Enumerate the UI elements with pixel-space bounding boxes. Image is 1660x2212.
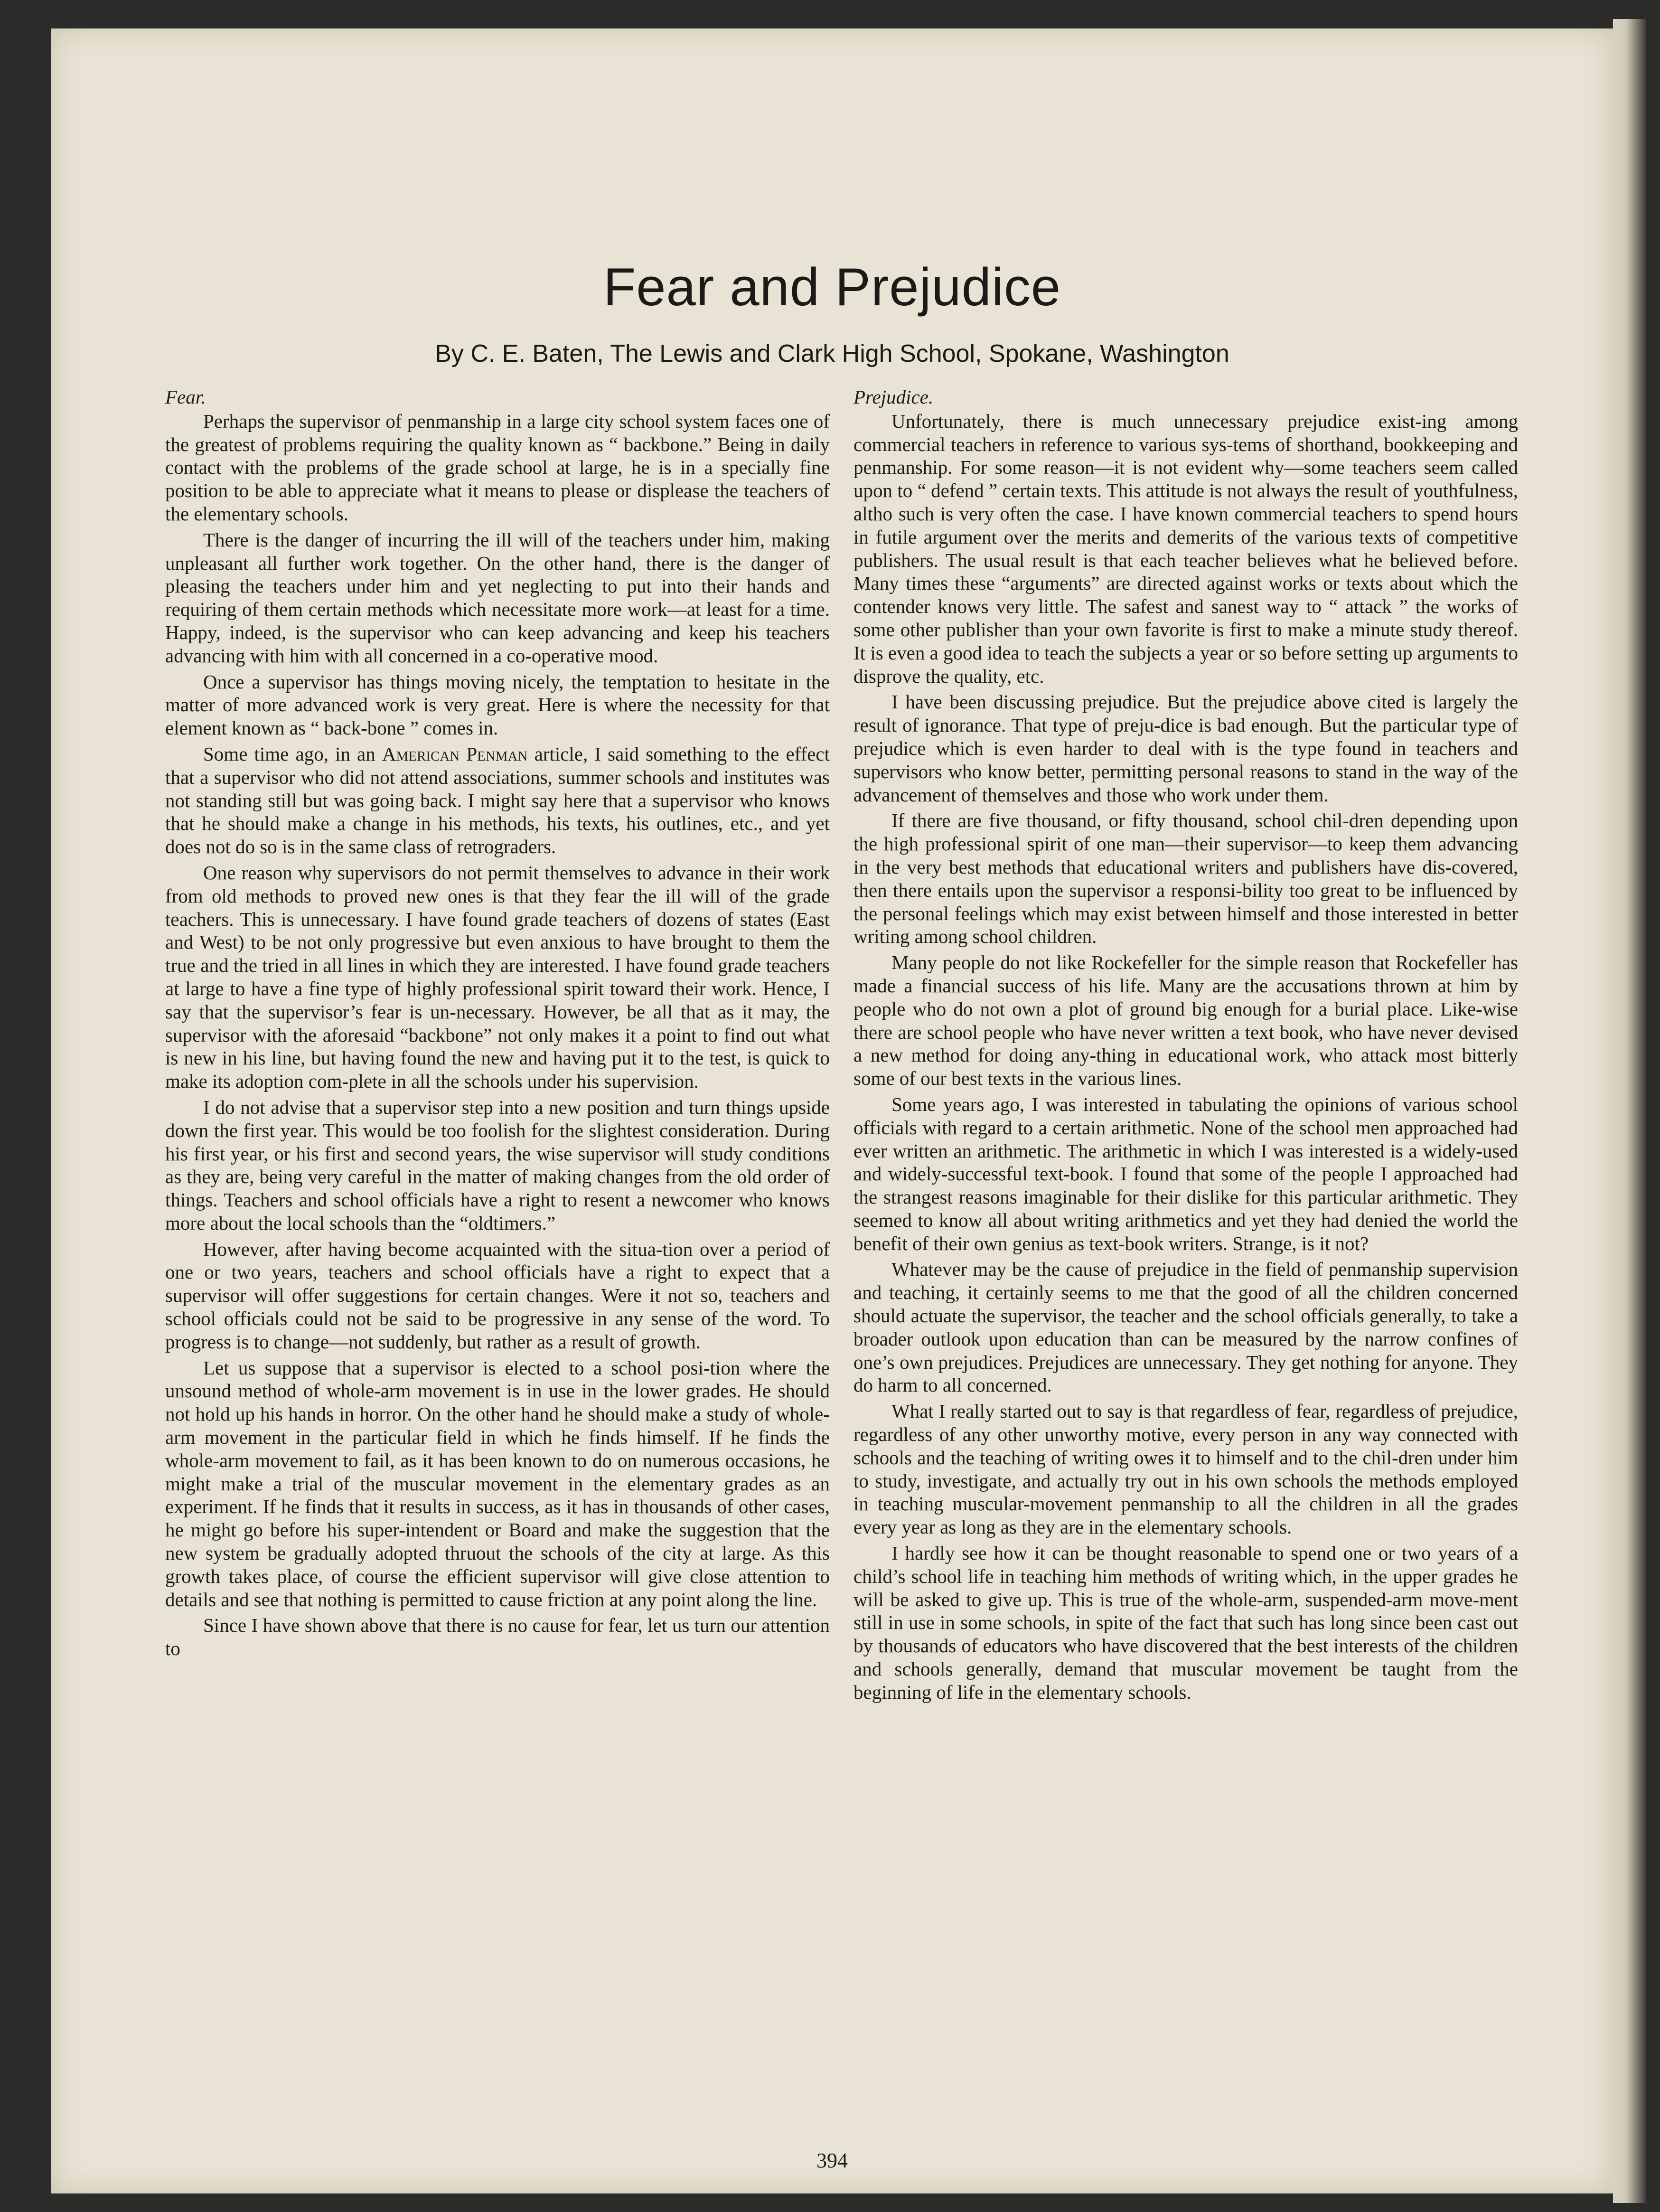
paragraph: One reason why supervisors do not permit themselves to advance in their work from old methods to proved new ones is that they fear the ill will of the grade teachers. This is unnecessary. I have found grade teachers of dozens of states (East and West) to be not only progressive but even anxious to have brought to them the true and the tried in all lines in which they are interested. I have found grade teachers at large to have a fine type of highly professional spirit toward their work. Hence, I say that the supervisor’s fear is un-necessary. However, be all that as it may, the supervisor with the aforesaid “backbone” not only makes it a point to find out what is new in his line, but having found the new and having put it to the test, is quick to make its adoption com-plete in all the schools under his supervision. [165, 861, 830, 1092]
paragraph: However, after having become acquainted with the situa-tion over a period of one or two years, teachers and school officials have a right to expect that a supervisor will offer suggestions for certain changes. Were it not so, teachers and school officials could not be said to be progressive in any sense of the word. To progress is to change—not suddenly, but rather as a result of growth. [165, 1238, 830, 1353]
page-number: 394 [816, 2149, 848, 2172]
paragraph: If there are five thousand, or fifty thousand, school chil-dren depending upon the high professional spirit of one man—their supervisor—to keep them advancing in the very best methods that educational writers and publishers have dis-covered, then there entails upon the supervisor a responsi-bility too great to be influenced by the personal feelings which may exist between himself and those interested in better writing among school children. [853, 809, 1518, 948]
paragraph-text: Some time ago, in an [203, 743, 382, 765]
paragraph: I do not advise that a supervisor step into a new position and turn things upside down the first year. This would be too foolish for the slightest consideration. During his first year, or his first and second years, the wise supervisor will study conditions as they are, being very careful in the matter of making changes from the old order of things. Teachers and school officials have a right to resent a newcomer who knows more about the local schools than the “oldtimers.” [165, 1096, 830, 1234]
paragraph: Let us suppose that a supervisor is elected to a school posi-tion where the unsound method of whole-arm movement is in use in the lower grades. He should not hold up his hands in horror. On the other hand he should make a study of whole-arm movement in the particular field in which he finds himself. If he finds the whole-arm movement to fail, as it has been known to do on numerous occasions, he might make a trial of the muscular movement in the elementary grades as an experiment. If he finds that it results in success, as it has in thousands of other cases, he might go before his super-intendent or Board and make the suggestion that the new system be gradually adopted thruout the schools of the city at large. As this growth takes place, of course the efficient supervisor will give close attention to details and see that nothing is permitted to cause friction at any point along the line. [165, 1356, 830, 1610]
article-byline: By C. E. Baten, The Lewis and Clark High School, Spokane, Washington [435, 340, 1229, 367]
paragraph: Unfortunately, there is much unnecessary prejudice exist-ing among commercial teachers in reference to various sys-tems of shorthand, bookkeeping and penmanship. For some reason—it is not evident why—some teachers seem called upon to “ defend ” certain texts. This attitude is not always the result of youthfulness, altho such is very often the case. I have known commercial teachers to spend hours in futile argument over the merits and demerits of the various texts of competitive publishers. The usual result is that each teacher believes what he believed before. Many times these “arguments” are directed against works or texts about which the contender knows very little. The safest and sanest way to “ attack ” the works of some other publisher than your own favorite is first to make a minute study thereof. It is even a good idea to teach the subjects a year or so before setting up arguments to disprove the quality, etc. [853, 410, 1518, 687]
paragraph: Since I have shown above that there is no cause for fear, let us turn our attention to [165, 1614, 830, 1660]
paragraph: Whatever may be the cause of prejudice in the field of penmanship supervision and teaching, it certainly seems to me that the good of all the children concerned should actuate the supervisor, the teacher and the school officials generally, to take a broader outlook upon education than can be measured by the narrow confines of one’s own prejudices. Prejudices are unnecessary. They get nothing for anyone. They do harm to all concerned. [853, 1258, 1518, 1396]
paragraph-text: article, I said something to the effect that a supervisor who did not attend associations, summer schools and institutes was not standing still but was going back. I might say here that a supervisor who knows that he should make a change in his methods, his texts, his outlines, etc., and yet does not do so is in the same class of retrograders. [165, 743, 830, 858]
paragraph: Perhaps the supervisor of penmanship in a large city school system faces one of the greatest of problems requiring the quality known as “ backbone.” Being in daily contact with the problems of the grade school at large, he is in a specially fine position to be able to appreciate what it means to please or displease the teachers of the elementary schools. [165, 410, 830, 525]
paragraph: There is the danger of incurring the ill will of the teachers under him, making unpleasant all further work together. On the other hand, there is the danger of pleasing the teachers under him and yet neglecting to put into their hands and requiring of them certain methods which necessitate more work—at least for a time. Happy, indeed, is the supervisor who can keep advancing and keep his teachers advancing with him with all concerned in a co-operative mood. [165, 528, 830, 667]
magazine-name: American Penman [382, 743, 528, 765]
paragraph [165, 743, 830, 858]
paragraph: Some years ago, I was interested in tabulating the opinions of various school officials with regard to a certain arithmetic. None of the school men approached had ever written an arithmetic. The arithmetic in which I was interested is a widely-used and widely-successful text-book. I found that some of the people I approached had the strangest reasons imaginable for their dislike for this particular arithmetic. They seemed to know all about writing arithmetics and yet they had denied the world the benefit of their own genius as text-book writers. Strange, is it not? [853, 1093, 1518, 1254]
section-heading-fear: Fear. [165, 386, 206, 408]
paragraph: I have been discussing prejudice. But the prejudice above cited is largely the result of ignorance. That type of preju-dice is bad enough. But the particular type of prejudice which is even harder to deal with is the type found in teachers and supervisors who know better, permitting personal reasons to stand in the way of the advancement of themselves and those who work under them. [853, 691, 1518, 806]
left-column [165, 386, 830, 1663]
magazine-page [51, 28, 1613, 2193]
paragraph: Many people do not like Rockefeller for the simple reason that Rockefeller has made a financial success of his life. Many are the accusations thrown at him by people who do not own a plot of ground big enough for a burial place. Like-wise there are school people who have never written a text book, who have never devised a new method for doing any-thing in educational work, who attack most bitterly some of our best texts in the various lines. [853, 951, 1518, 1090]
section-heading-prejudice: Prejudice. [853, 386, 934, 408]
paragraph: What I really started out to say is that regardless of fear, regardless of prejudice, regardless of any other unworthy motive, every person in any way connected with schools and the teaching of writing owes it to himself and to the chil-dren under him to study, investigate, and actually try out in his own schools the methods employed in teaching muscular-movement penmanship to all the children in all the grades every year as long as they are in the elementary schools. [853, 1400, 1518, 1538]
adjacent-page-edge [1613, 19, 1646, 2203]
right-column [853, 386, 1518, 1707]
paragraph: Once a supervisor has things moving nicely, the temptation to hesitate in the matter of more advanced work is very great. Here is where the necessity for that element known as “ back-bone ” comes in. [165, 670, 830, 739]
paragraph: I hardly see how it can be thought reasonable to spend one or two years of a child’s school life in teaching him methods of writing which, in the upper grades he will be asked to give up. This is true of the whole-arm, suspended-arm move-ment still in use in some schools, in spite of the fact that such has long since been cast out by thousands of educators who have discovered that the best interests of the children and schools generally, demand that muscular movement be taught from the beginning of life in the elementary schools. [853, 1542, 1518, 1703]
article-title: Fear and Prejudice [603, 257, 1061, 317]
